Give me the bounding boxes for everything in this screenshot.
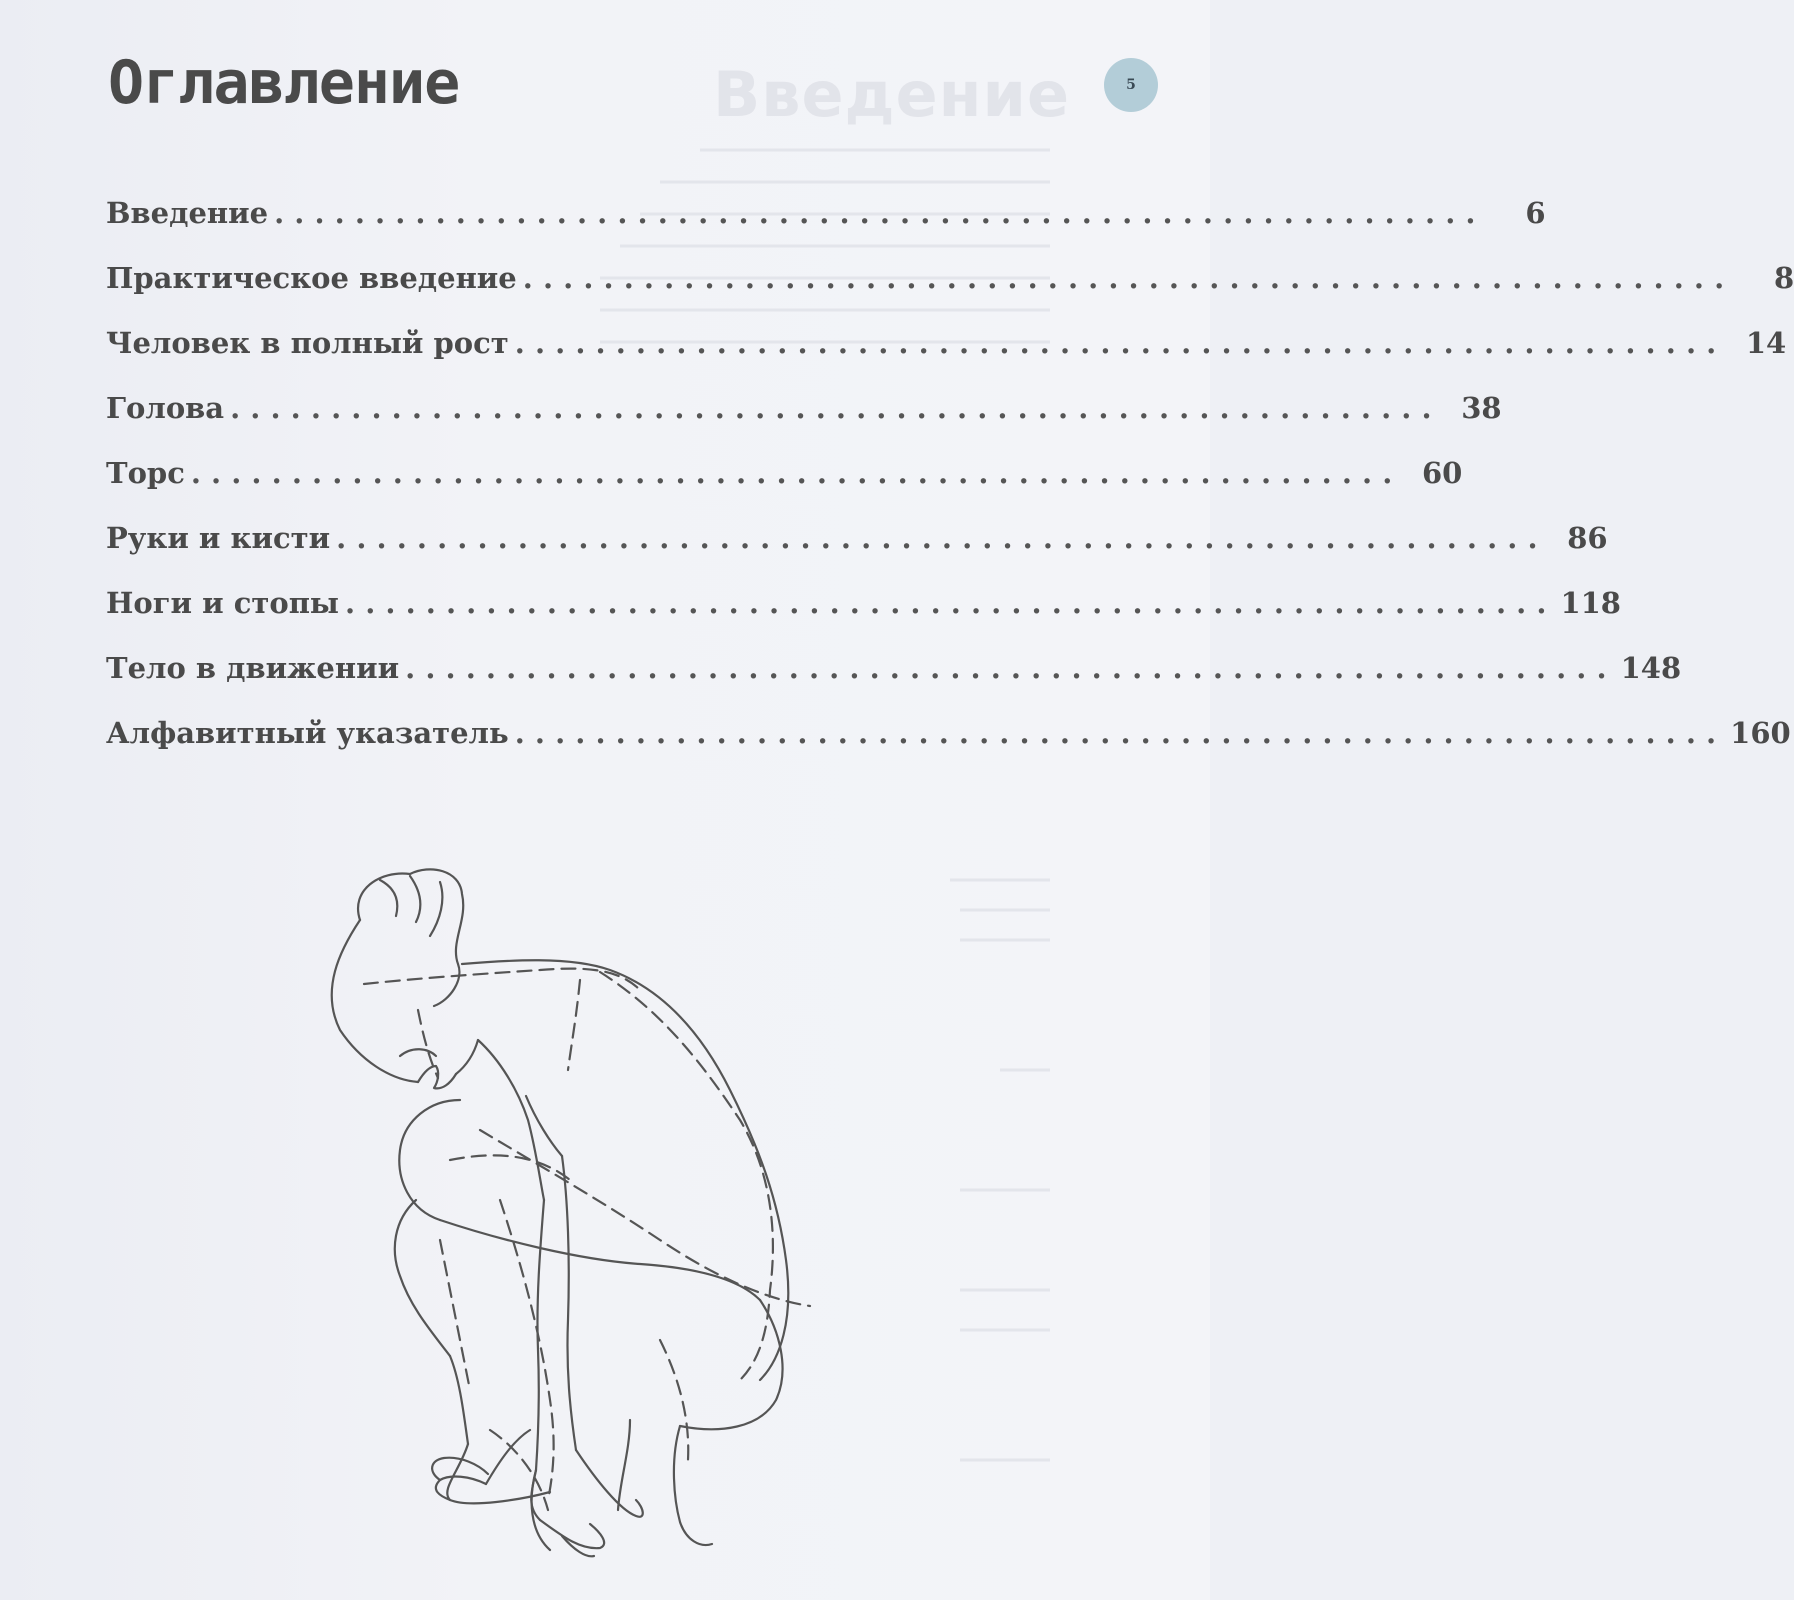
page-number-badge bbox=[1104, 58, 1158, 112]
toc-entry[interactable] bbox=[106, 586, 1621, 651]
toc-entry-page: 118 bbox=[1560, 586, 1621, 620]
toc-entry-title: Тело в движении bbox=[106, 651, 400, 685]
figure-guide-lines bbox=[364, 969, 810, 1510]
toc-entry[interactable] bbox=[106, 716, 1791, 781]
toc-entry-page: 160 bbox=[1730, 716, 1791, 750]
page-number: 5 bbox=[1126, 77, 1136, 93]
toc-leader-dots: . . . . . . . . . . . . . . . . . . . . . . . . . . . . . . . . . . . . . . . . . . . . . . . . . . . . . . . . . . . . bbox=[514, 716, 1717, 750]
figure-outline bbox=[332, 869, 789, 1556]
crouching-figure-icon bbox=[300, 860, 860, 1560]
toc-entry[interactable] bbox=[106, 391, 1502, 456]
toc-entry[interactable] bbox=[106, 521, 1608, 586]
toc-entry[interactable] bbox=[106, 456, 1463, 521]
toc-entry-page: 60 bbox=[1421, 456, 1463, 490]
toc-entry-title: Введение bbox=[106, 196, 269, 230]
bleed-through-heading: Введение bbox=[713, 58, 1070, 131]
toc-leader-dots: . . . . . . . . . . . . . . . . . . . . . . . . . . . . . . . . . . . . . . . . . . . . . . . . . . . . . . . . . . . . bbox=[345, 586, 1547, 620]
toc-entry-page: 38 bbox=[1461, 391, 1502, 425]
toc-entry-title: Ноги и стопы bbox=[106, 586, 339, 620]
toc-leader-dots: . . . . . . . . . . . . . . . . . . . . . . . . . . . . . . . . . . . . . . . . . . . . . . . . . . . . . . . . . . . . bbox=[405, 651, 1607, 685]
page-title: Оглавление bbox=[108, 48, 460, 118]
table-of-contents bbox=[106, 196, 1794, 781]
toc-entry-page: 148 bbox=[1620, 651, 1682, 685]
toc-entry-title: Голова bbox=[106, 391, 225, 425]
toc-leader-dots: . . . . . . . . . . . . . . . . . . . . . . . . . . . . . . . . . . . . . . . . . . . . . . . . . . . . . . . . . . . . bbox=[514, 326, 1717, 360]
toc-entry-title: Торс bbox=[106, 456, 185, 490]
toc-entry-page: 86 bbox=[1567, 521, 1608, 555]
toc-leader-dots: . . . . . . . . . . . . . . . . . . . . . . . . . . . . . . . . . . . . . . . . . . . . . . . . . . . . . . . . . . . . bbox=[522, 261, 1725, 295]
toc-leader-dots: . . . . . . . . . . . . . . . . . . . . . . . . . . . . . . . . . . . . . . . . . . . . . . . . . . . . . . . . . . . . bbox=[230, 391, 1432, 425]
toc-entry-page: 14 bbox=[1745, 326, 1787, 360]
toc-entry[interactable] bbox=[106, 651, 1682, 716]
toc-entry[interactable] bbox=[106, 196, 1546, 261]
toc-entry-title: Человек в полный рост bbox=[106, 326, 509, 360]
toc-entry-title: Практическое введение bbox=[106, 261, 517, 295]
toc-entry-title: Руки и кисти bbox=[106, 521, 331, 555]
toc-leader-dots: . . . . . . . . . . . . . . . . . . . . . . . . . . . . . . . . . . . . . . . . . . . . . . . . . . . . . . . . . . . . bbox=[336, 521, 1538, 555]
toc-leader-dots: . . . . . . . . . . . . . . . . . . . . . . . . . . . . . . . . . . . . . . . . . . . . . . . . . . . . . . . . . . . . bbox=[274, 196, 1476, 230]
toc-entry[interactable] bbox=[106, 261, 1794, 326]
toc-entry-page: 6 bbox=[1525, 196, 1546, 230]
toc-entry-title: Алфавитный указатель bbox=[106, 716, 509, 750]
toc-entry-page: 8 bbox=[1774, 261, 1794, 295]
toc-leader-dots: . . . . . . . . . . . . . . . . . . . . . . . . . . . . . . . . . . . . . . . . . . . . . . . . . . . . . . . . . . . . bbox=[190, 456, 1393, 490]
toc-entry[interactable] bbox=[106, 326, 1787, 391]
